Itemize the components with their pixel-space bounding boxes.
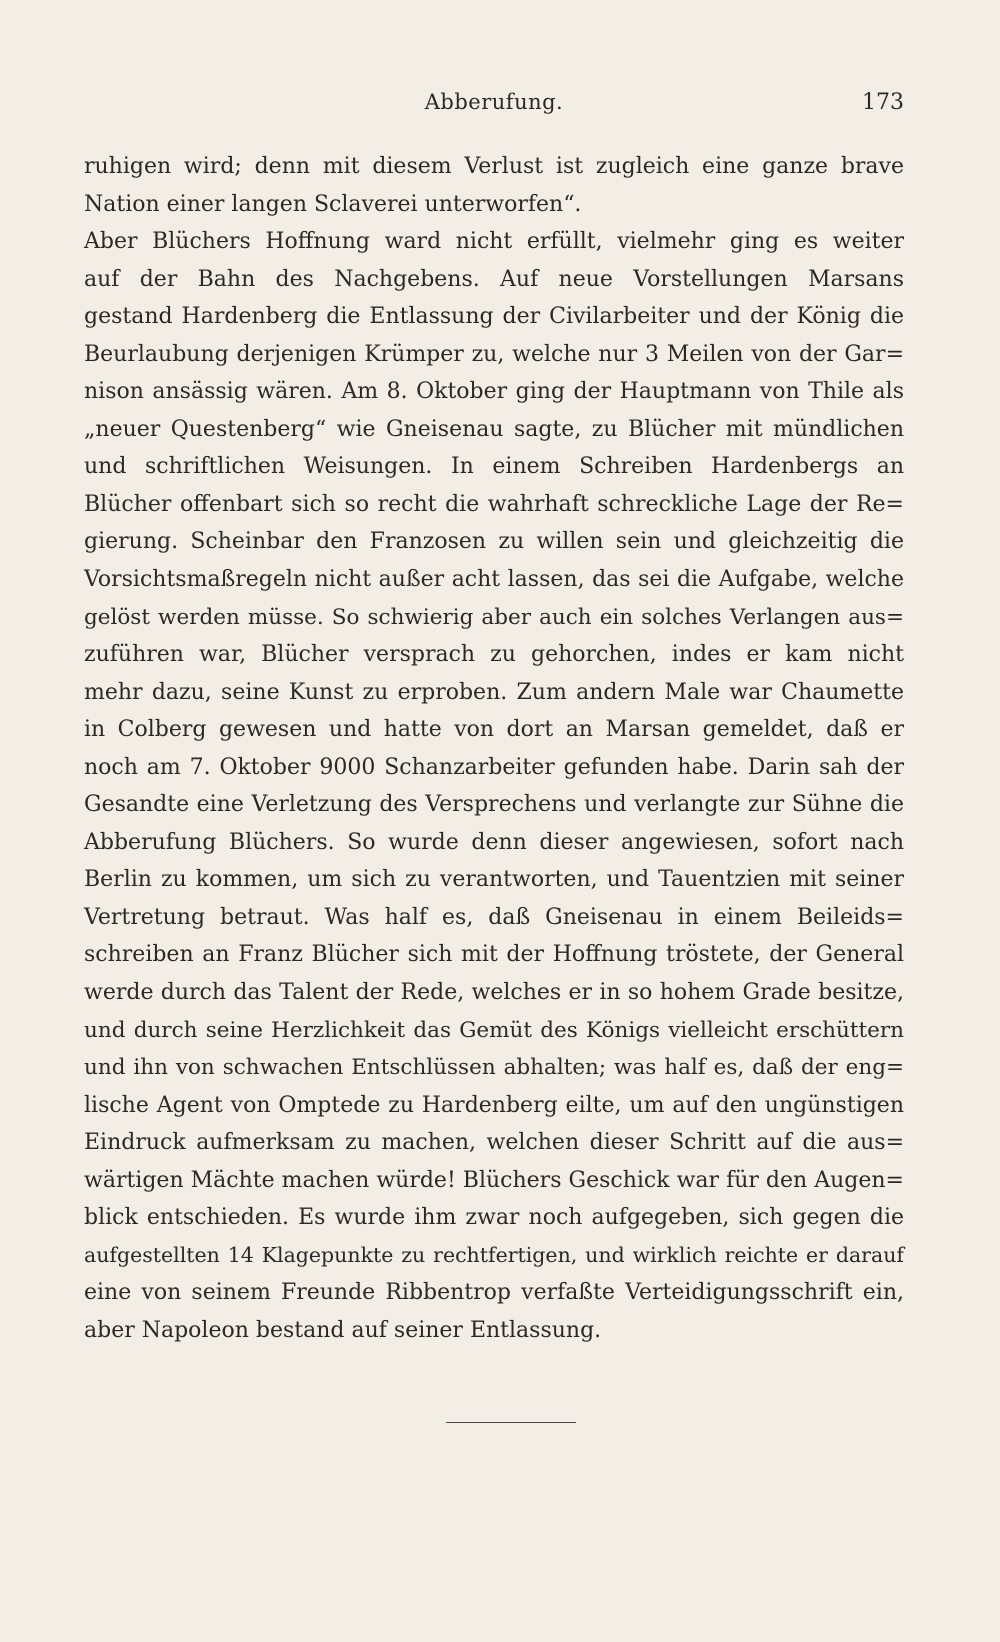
text-line: ruhigen wird; denn mit diesem Verlust ist zugleich eine ganze brave <box>84 154 904 179</box>
text-line: aufgestellten 14 Klagepunkte zu rechtfertigen, und wirklich reichte er darauf <box>84 1242 904 1267</box>
text-line: Abberufung Blüchers. So wurde denn dieser angewiesen, sofort nach <box>84 829 904 855</box>
text-line: eine von seinem Freunde Ribbentrop verfaßte Verteidigungsschrift ein, <box>84 1280 904 1306</box>
text-line: Beurlaubung derjenigen Krümper zu, welche nur 3 Meilen von der Gar= <box>84 341 904 367</box>
end-rule <box>446 1422 576 1423</box>
text-line: schreiben an Franz Blücher sich mit der Hoffnung tröstete, der General <box>84 942 904 968</box>
text-line: und ihn von schwachen Entschlüssen abhalten; was half es, daß der eng= <box>84 1055 904 1081</box>
running-head <box>84 90 904 124</box>
text-line: blick entschieden. Es wurde ihm zwar noch aufgegeben, sich gegen die <box>84 1205 904 1231</box>
running-title: Abberufung. <box>424 90 564 114</box>
text-line: mehr dazu, seine Kunst zu erproben. Zum andern Male war Chaumette <box>84 679 904 705</box>
text-line: noch am 7. Oktober 9000 Schanzarbeiter gefunden habe. Darin sah der <box>84 754 904 780</box>
text-line: Gesandte eine Verletzung des Versprechens und verlangte zur Sühne die <box>84 792 904 818</box>
text-line: Aber Blüchers Hoffnung ward nicht erfüllt, vielmehr ging es weiter <box>84 229 904 255</box>
text-line: Eindruck aufmerksam zu machen, welchen dieser Schritt auf die aus= <box>84 1130 904 1156</box>
text-line: zuführen war, Blücher versprach zu gehorchen, indes er kam nicht <box>84 642 904 668</box>
text-line: und schriftlichen Weisungen. In einem Schreiben Hardenbergs an <box>84 454 904 480</box>
text-line: Nation einer langen Sclaverei unterworfen“. <box>84 191 582 217</box>
text-line: „neuer Questenberg“ wie Gneisenau sagte, zu Blücher mit mündlichen <box>84 416 904 442</box>
text-line: werde durch das Talent der Rede, welches er in so hohem Grade besitze, <box>84 980 904 1006</box>
text-line: Berlin zu kommen, um sich zu verantworten, und Tauentzien mit seiner <box>84 867 904 893</box>
page-number: 173 <box>862 90 904 115</box>
text-line: wärtigen Mächte machen würde! Blüchers Geschick war für den Augen= <box>84 1167 904 1193</box>
text-line: nison ansässig wären. Am 8. Oktober ging der Hauptmann von Thile als <box>84 379 904 405</box>
text-line: und durch seine Herzlichkeit das Gemüt des Königs vielleicht erschüttern <box>84 1017 904 1043</box>
text-line: gestand Hardenberg die Entlassung der Civilarbeiter und der König die <box>84 304 904 330</box>
text-line: gelöst werden müsse. So schwierig aber auch ein solches Verlangen aus= <box>84 604 904 630</box>
text-line: lische Agent von Omptede zu Hardenberg eilte, um auf den ungünstigen <box>84 1092 904 1118</box>
text-line: in Colberg gewesen und hatte von dort an Marsan gemeldet, daß er <box>84 717 904 743</box>
text-line: Blücher offenbart sich so recht die wahrhaft schreckliche Lage der Re= <box>84 491 904 517</box>
text-line: Vorsichtsmaßregeln nicht außer acht lassen, das sei die Aufgabe, welche <box>84 567 904 593</box>
text-line: gierung. Scheinbar den Franzosen zu willen sein und gleichzeitig die <box>84 529 904 555</box>
text-line: Vertretung betraut. Was half es, daß Gneisenau in einem Beileids= <box>84 904 904 930</box>
text-line: auf der Bahn des Nachgebens. Auf neue Vorstellungen Marsans <box>84 266 904 292</box>
body-text <box>84 148 904 1350</box>
text-line: aber Napoleon bestand auf seiner Entlassung. <box>84 1317 602 1343</box>
